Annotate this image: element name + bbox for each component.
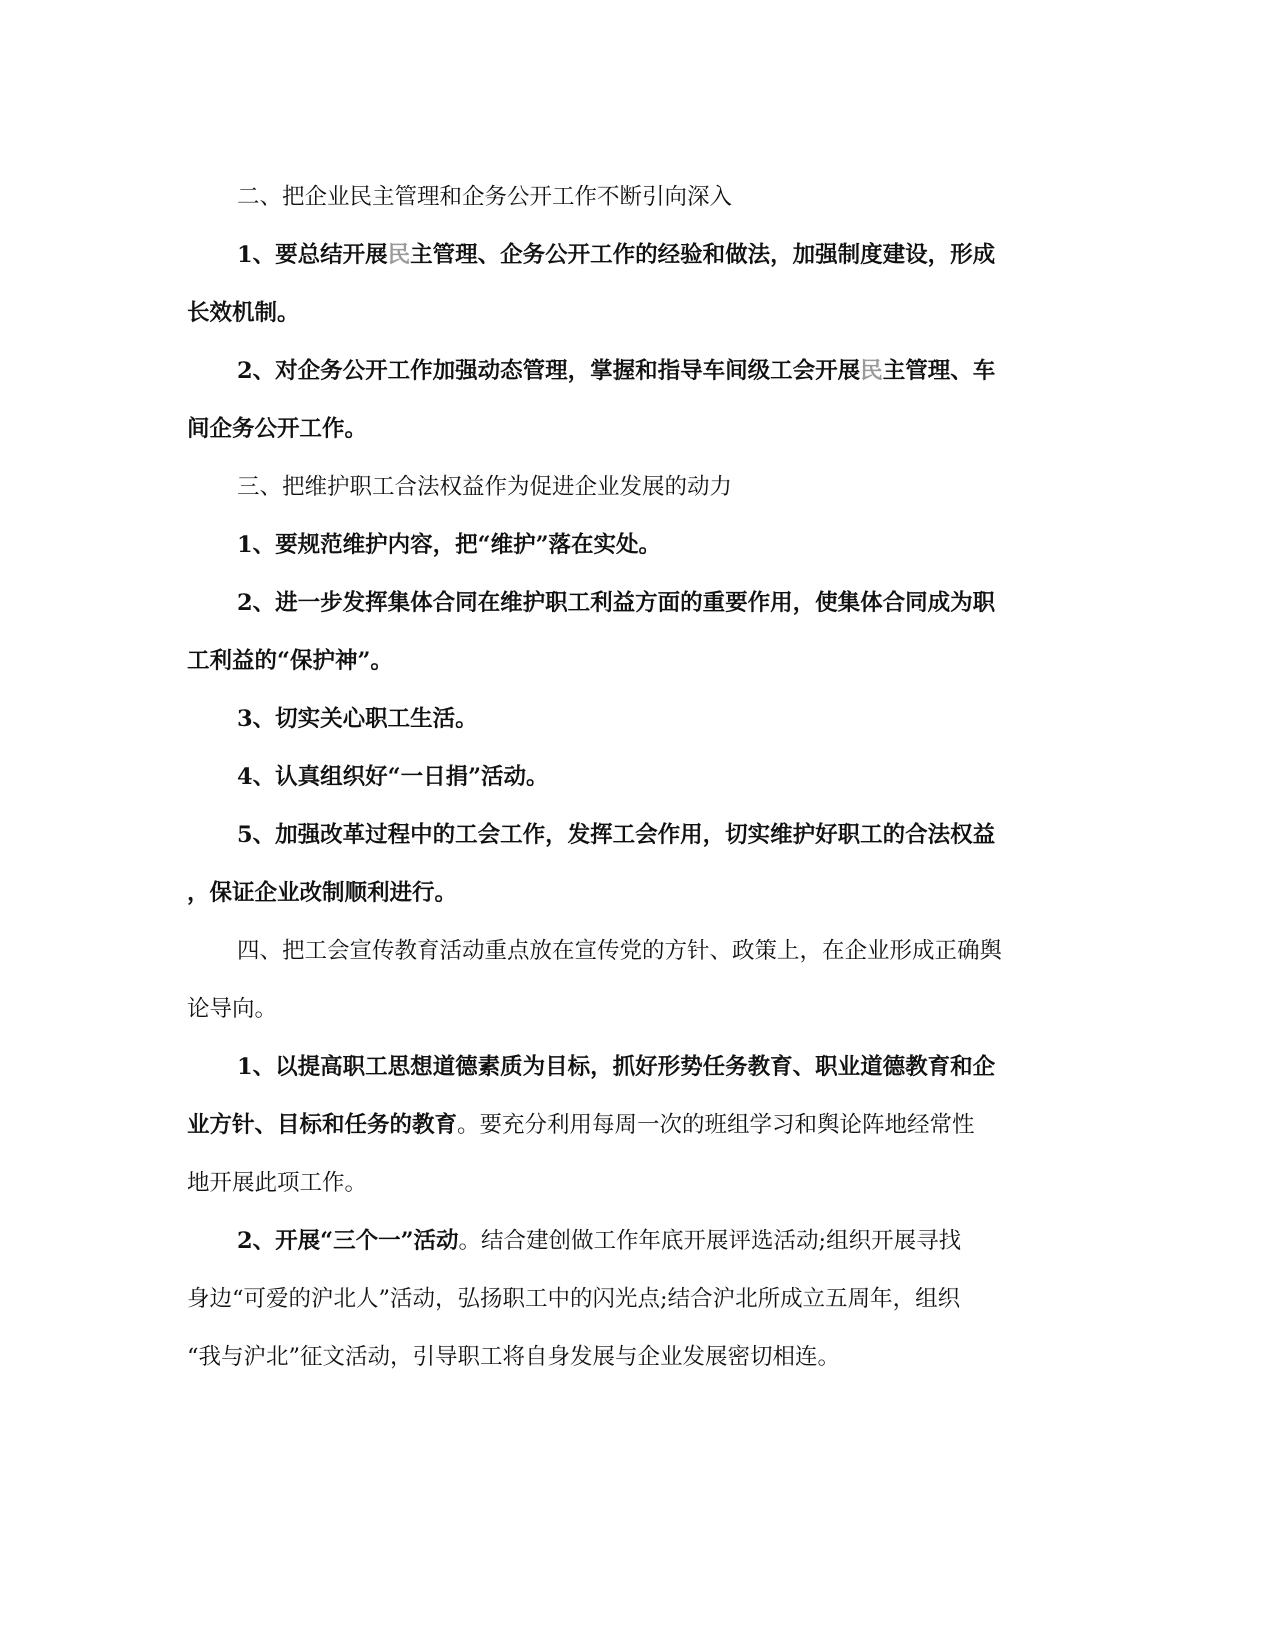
paragraph-line: 论导向。 (187, 996, 278, 1022)
paragraph-line: 四、把工会宣传教育活动重点放在宣传党的方针、政策上，在企业形成正确舆 (237, 938, 1003, 964)
paragraph-line: 2、开展“三个一”活动 (237, 1228, 459, 1254)
paragraph-line: 工利益的“保护神”。 (187, 648, 393, 674)
list-item (187, 516, 1087, 574)
list-item (187, 806, 1087, 922)
list-item (187, 690, 1087, 748)
paragraph-line: ，保证企业改制顺利进行。 (187, 880, 458, 906)
list-item (187, 342, 1087, 458)
paragraph-line: 主管理、企务公开工作的经验和做法，加强制度建设，形成 (410, 242, 996, 268)
faint-character: 民 (860, 358, 883, 384)
paragraph-line: 。要充分利用每周一次的班组学习和舆论阵地经常性 (457, 1112, 975, 1138)
paragraph-line: 。结合建创做工作年底开展评选活动;组织开展寻找 (458, 1228, 962, 1254)
paragraph-line-wrapper (187, 1096, 1087, 1154)
paragraph-line: 地开展此项工作。 (187, 1170, 368, 1196)
paragraph-line: 1、要总结开展 (237, 242, 388, 268)
list-item (187, 226, 1087, 342)
paragraph-line: 1、要规范维护内容，把“维护”落在实处。 (237, 532, 662, 558)
paragraph-line: 3、切实关心职工生活。 (237, 706, 478, 732)
list-item (187, 1212, 1087, 1386)
list-item (187, 1038, 1087, 1212)
list-item (187, 574, 1087, 690)
list-item (187, 748, 1087, 806)
section-heading-2 (187, 168, 1087, 226)
paragraph-line: 三、把维护职工合法权益作为促进企业发展的动力 (237, 474, 733, 500)
paragraph-line: 5、加强改革过程中的工会工作，发挥工会作用，切实维护好职工的合法权益 (237, 822, 996, 848)
faint-character: 民 (387, 242, 411, 268)
document-body (187, 168, 1087, 1386)
paragraph-line: 长效机制。 (187, 300, 300, 326)
paragraph-line: 二、把企业民主管理和企务公开工作不断引向深入 (237, 184, 733, 210)
paragraph-line: 4、认真组织好“一日捐”活动。 (237, 764, 549, 790)
paragraph-line: 间企务公开工作。 (187, 416, 368, 442)
section-heading-3 (187, 458, 1087, 516)
paragraph-line: 2、进一步发挥集体合同在维护职工利益方面的重要作用，使集体合同成为职 (237, 590, 996, 616)
paragraph-line: 身边“可爱的沪北人”活动，弘扬职工中的闪光点;结合沪北所成立五周年，组织 (187, 1286, 961, 1312)
section-heading-4 (187, 922, 1087, 1038)
paragraph-line: “我与沪北”征文活动，引导职工将自身发展与企业发展密切相连。 (187, 1344, 841, 1370)
paragraph-line: 2、对企务公开工作加强动态管理，掌握和指导车间级工会开展 (237, 358, 861, 384)
paragraph-line: 业方针、目标和任务的教育 (187, 1112, 458, 1138)
paragraph-line: 1、以提高职工思想道德素质为目标，抓好形势任务教育、职业道德教育和企 (237, 1054, 996, 1080)
paragraph-line: 主管理、车 (882, 358, 996, 384)
